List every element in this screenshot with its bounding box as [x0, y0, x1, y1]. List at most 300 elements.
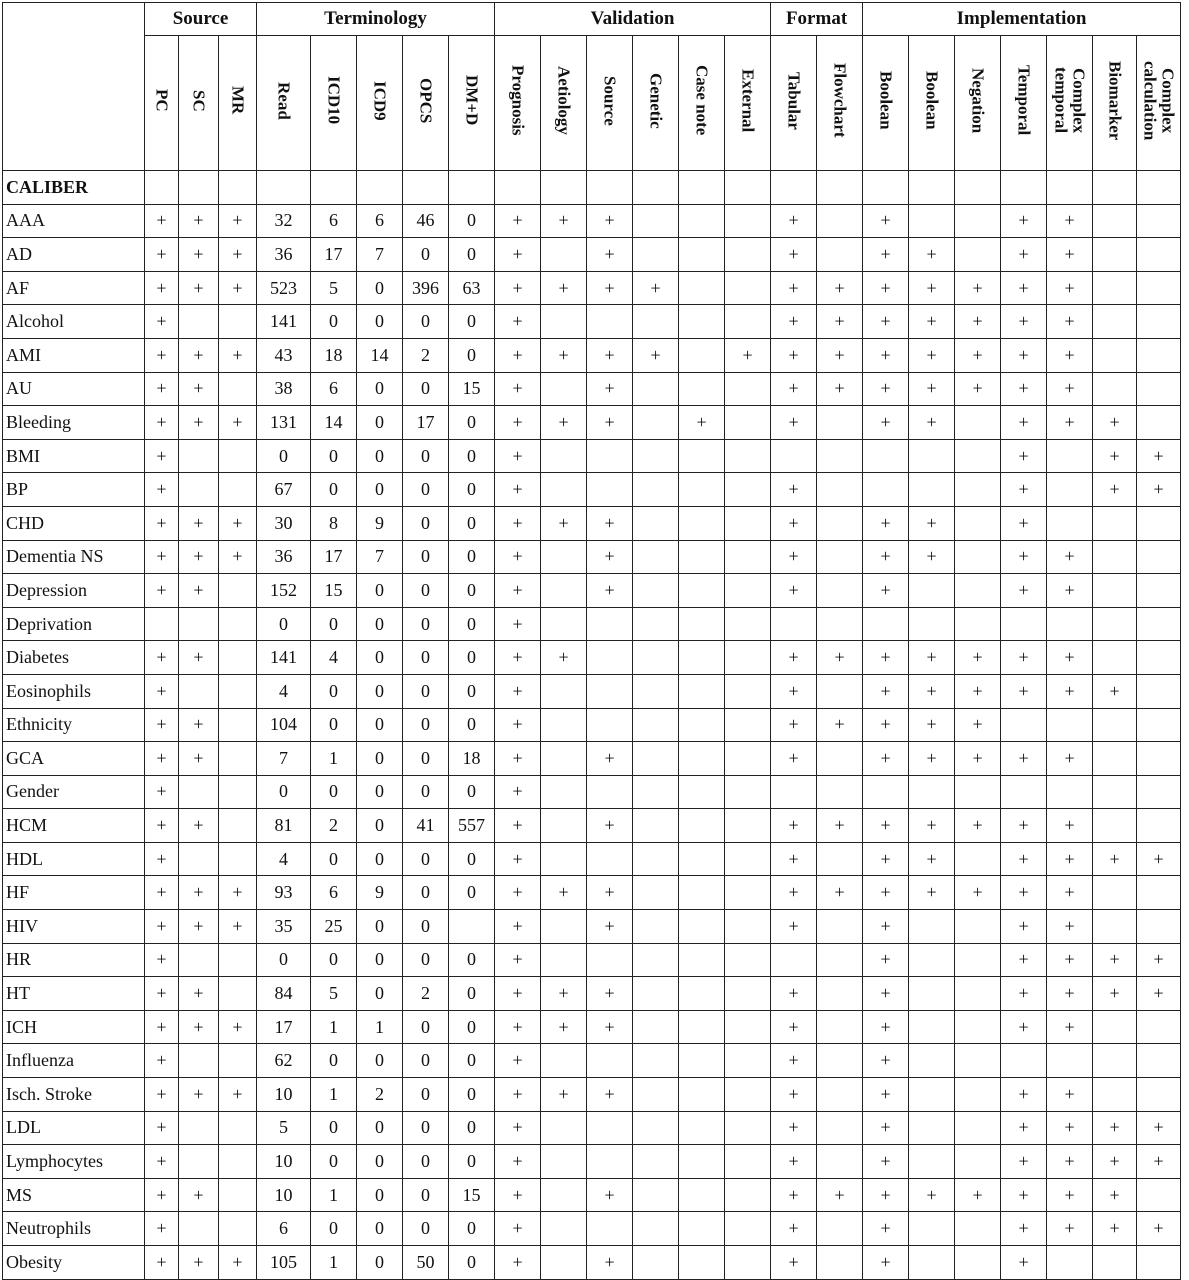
table-cell — [817, 473, 863, 507]
table-cell — [179, 674, 219, 708]
table-cell: + — [1001, 406, 1047, 440]
table-cell: + — [771, 910, 817, 944]
table-cell: + — [1001, 674, 1047, 708]
table-cell: + — [219, 338, 257, 372]
table-row — [3, 708, 1181, 742]
column-header-pc — [145, 36, 179, 171]
table-cell — [1137, 641, 1181, 675]
table-cell: + — [909, 708, 955, 742]
table-cell: + — [587, 910, 633, 944]
table-cell — [725, 977, 771, 1011]
table-cell: 0 — [403, 1178, 449, 1212]
column-header-label: DM+D — [462, 75, 482, 126]
column-header-label: ICD9 — [370, 80, 390, 121]
table-row — [3, 910, 1181, 944]
table-cell — [863, 607, 909, 641]
table-cell: + — [179, 574, 219, 608]
table-cell: 84 — [257, 977, 311, 1011]
table-cell: 15 — [449, 372, 495, 406]
table-cell: + — [587, 876, 633, 910]
table-cell: 1 — [311, 1246, 357, 1280]
table-cell — [817, 1078, 863, 1112]
table-cell: 0 — [357, 842, 403, 876]
row-name: Eosinophils — [3, 674, 145, 708]
table-cell: 0 — [357, 1111, 403, 1145]
empty-cell — [311, 171, 357, 205]
table-cell — [909, 1078, 955, 1112]
table-cell: 7 — [257, 742, 311, 776]
table-cell: + — [219, 204, 257, 238]
table-cell: 0 — [403, 372, 449, 406]
table-cell — [541, 1212, 587, 1246]
table-cell: + — [817, 1178, 863, 1212]
table-cell: 0 — [357, 809, 403, 843]
table-cell — [955, 238, 1001, 272]
table-cell: + — [771, 204, 817, 238]
table-cell: 0 — [311, 943, 357, 977]
table-cell: + — [1137, 977, 1181, 1011]
table-cell — [541, 305, 587, 339]
table-cell: 9 — [357, 506, 403, 540]
table-cell: 62 — [257, 1044, 311, 1078]
table-cell: + — [145, 540, 179, 574]
table-cell: 0 — [311, 1145, 357, 1179]
table-cell: + — [1001, 1078, 1047, 1112]
table-cell — [1047, 607, 1093, 641]
table-row — [3, 775, 1181, 809]
table-cell — [219, 943, 257, 977]
table-cell: 0 — [449, 1044, 495, 1078]
table-cell: + — [863, 977, 909, 1011]
table-cell — [679, 842, 725, 876]
table-cell: + — [771, 641, 817, 675]
table-cell: + — [1137, 943, 1181, 977]
column-header-label: Read — [274, 81, 294, 120]
table-cell — [541, 439, 587, 473]
table-cell — [725, 775, 771, 809]
table-cell — [909, 910, 955, 944]
table-cell: + — [587, 372, 633, 406]
table-cell: 0 — [403, 641, 449, 675]
table-cell — [1137, 1178, 1181, 1212]
table-cell: + — [1001, 910, 1047, 944]
table-cell: 0 — [449, 238, 495, 272]
table-cell: + — [541, 876, 587, 910]
table-cell: + — [909, 540, 955, 574]
table-cell: + — [771, 1145, 817, 1179]
table-cell — [679, 1010, 725, 1044]
table-cell — [1093, 238, 1137, 272]
table-row — [3, 574, 1181, 608]
table-cell — [1137, 338, 1181, 372]
table-cell — [541, 1044, 587, 1078]
table-cell: 104 — [257, 708, 311, 742]
table-cell — [909, 1044, 955, 1078]
table-cell — [955, 1078, 1001, 1112]
column-header-label: Prognosis — [508, 65, 528, 136]
table-cell: 0 — [449, 842, 495, 876]
table-cell — [817, 540, 863, 574]
table-cell — [219, 473, 257, 507]
table-cell: + — [145, 876, 179, 910]
table-cell: 4 — [257, 842, 311, 876]
row-name: ICH — [3, 1010, 145, 1044]
table-cell: + — [771, 977, 817, 1011]
row-name: BMI — [3, 439, 145, 473]
table-cell — [725, 943, 771, 977]
table-cell: + — [1001, 1178, 1047, 1212]
table-cell: + — [587, 406, 633, 440]
table-cell — [725, 842, 771, 876]
table-cell — [541, 540, 587, 574]
table-cell: + — [863, 809, 909, 843]
table-cell — [817, 506, 863, 540]
table-cell: + — [495, 775, 541, 809]
table-cell: + — [145, 1111, 179, 1145]
table-cell: 8 — [311, 506, 357, 540]
column-header-tabular — [771, 36, 817, 171]
table-cell: + — [771, 506, 817, 540]
table-cell: 0 — [403, 540, 449, 574]
table-cell: + — [1001, 540, 1047, 574]
column-header-label: calculation — [1140, 60, 1160, 141]
table-cell: 0 — [357, 1246, 403, 1280]
table-cell — [679, 742, 725, 776]
table-cell: + — [863, 742, 909, 776]
table-cell: 6 — [311, 372, 357, 406]
table-cell: + — [771, 540, 817, 574]
table-cell: + — [863, 1145, 909, 1179]
column-header-label: PC — [152, 89, 172, 112]
table-cell: + — [495, 1246, 541, 1280]
table-cell — [909, 977, 955, 1011]
table-cell: + — [1093, 674, 1137, 708]
table-cell: + — [541, 977, 587, 1011]
column-header-temporal — [1001, 36, 1047, 171]
table-cell — [909, 943, 955, 977]
table-cell — [219, 708, 257, 742]
table-cell: + — [771, 876, 817, 910]
table-cell: + — [219, 910, 257, 944]
group-header-terminology: Terminology — [257, 3, 495, 36]
table-cell: + — [863, 876, 909, 910]
table-cell — [1137, 809, 1181, 843]
column-header-label: External — [738, 68, 758, 133]
table-cell: + — [1047, 977, 1093, 1011]
table-cell: 0 — [403, 1078, 449, 1112]
table-cell — [817, 775, 863, 809]
table-cell: 5 — [257, 1111, 311, 1145]
table-cell: 0 — [449, 1078, 495, 1112]
table-cell — [679, 943, 725, 977]
table-cell — [1093, 305, 1137, 339]
table-cell — [909, 1111, 955, 1145]
empty-cell — [955, 171, 1001, 205]
table-cell: + — [1001, 1111, 1047, 1145]
table-cell — [633, 977, 679, 1011]
table-cell — [909, 775, 955, 809]
table-cell — [817, 742, 863, 776]
table-cell — [955, 540, 1001, 574]
table-cell: 0 — [403, 1111, 449, 1145]
table-cell: + — [1001, 742, 1047, 776]
table-cell: 0 — [311, 1212, 357, 1246]
table-cell — [909, 1246, 955, 1280]
table-cell — [1047, 1044, 1093, 1078]
empty-cell — [771, 171, 817, 205]
table-cell: 0 — [403, 943, 449, 977]
table-cell: + — [771, 1111, 817, 1145]
empty-cell — [495, 171, 541, 205]
table-row — [3, 1246, 1181, 1280]
table-cell — [817, 439, 863, 473]
table-cell — [863, 775, 909, 809]
table-cell: + — [495, 1212, 541, 1246]
table-cell: 14 — [357, 338, 403, 372]
column-header-label: Boolean — [922, 71, 942, 130]
table-cell: + — [145, 406, 179, 440]
table-cell: + — [145, 305, 179, 339]
column-header-label: MR — [228, 86, 248, 115]
table-cell: 2 — [311, 809, 357, 843]
table-cell: + — [1047, 1078, 1093, 1112]
table-cell — [179, 943, 219, 977]
table-cell: + — [909, 271, 955, 305]
table-cell: 0 — [357, 910, 403, 944]
table-cell — [1137, 574, 1181, 608]
table-cell: 0 — [357, 1212, 403, 1246]
table-cell — [633, 1111, 679, 1145]
table-cell — [179, 439, 219, 473]
table-cell — [1137, 708, 1181, 742]
table-cell: + — [909, 742, 955, 776]
table-cell — [679, 910, 725, 944]
empty-cell — [357, 171, 403, 205]
table-row — [3, 305, 1181, 339]
column-header-external — [725, 36, 771, 171]
table-cell: + — [771, 372, 817, 406]
table-cell — [679, 506, 725, 540]
row-name: CHD — [3, 506, 145, 540]
table-cell: 396 — [403, 271, 449, 305]
table-cell — [725, 1212, 771, 1246]
table-cell — [725, 1044, 771, 1078]
table-cell — [1093, 641, 1137, 675]
table-cell — [179, 1145, 219, 1179]
table-cell: + — [587, 338, 633, 372]
table-cell: 0 — [449, 876, 495, 910]
table-row — [3, 1044, 1181, 1078]
table-cell: + — [863, 943, 909, 977]
table-cell — [633, 1246, 679, 1280]
table-cell — [679, 372, 725, 406]
column-header-label: OPCS — [416, 77, 436, 124]
table-cell: + — [1001, 943, 1047, 977]
table-cell: + — [771, 842, 817, 876]
table-cell: + — [1093, 1212, 1137, 1246]
table-cell — [679, 1212, 725, 1246]
table-row — [3, 809, 1181, 843]
table-cell: 38 — [257, 372, 311, 406]
row-name: Obesity — [3, 1246, 145, 1280]
table-cell — [771, 607, 817, 641]
table-cell: + — [1047, 305, 1093, 339]
table-cell: + — [495, 1044, 541, 1078]
row-name: Diabetes — [3, 641, 145, 675]
table-cell — [817, 406, 863, 440]
table-cell: 32 — [257, 204, 311, 238]
table-cell: + — [1001, 473, 1047, 507]
table-row — [3, 506, 1181, 540]
table-cell: + — [1001, 641, 1047, 675]
column-header-label: Genetic — [646, 72, 666, 129]
table-cell: 7 — [357, 238, 403, 272]
group-header-source: Source — [145, 3, 257, 36]
table-cell: 0 — [403, 238, 449, 272]
table-cell — [219, 1178, 257, 1212]
corner-header — [3, 3, 145, 171]
table-cell: 0 — [449, 1111, 495, 1145]
table-cell: + — [219, 540, 257, 574]
table-cell: + — [495, 1078, 541, 1112]
column-header-complex-temporal — [1047, 36, 1093, 171]
table-cell: + — [863, 204, 909, 238]
table-cell: + — [771, 1078, 817, 1112]
table-cell — [219, 977, 257, 1011]
table-cell: + — [495, 305, 541, 339]
table-cell — [541, 742, 587, 776]
table-cell — [1093, 271, 1137, 305]
column-header-complex-calculation — [1137, 36, 1181, 171]
table-cell — [679, 439, 725, 473]
table-cell: 0 — [357, 574, 403, 608]
table-cell — [1137, 1010, 1181, 1044]
table-cell: + — [863, 641, 909, 675]
column-header-label: Case note — [692, 65, 712, 136]
table-cell — [955, 1010, 1001, 1044]
table-cell: 0 — [311, 674, 357, 708]
row-name: Gender — [3, 775, 145, 809]
table-cell: 0 — [257, 439, 311, 473]
table-cell: 0 — [403, 708, 449, 742]
table-cell: 0 — [311, 473, 357, 507]
table-cell: + — [145, 204, 179, 238]
table-cell: 152 — [257, 574, 311, 608]
table-cell — [633, 1145, 679, 1179]
table-cell — [817, 574, 863, 608]
table-cell: + — [145, 943, 179, 977]
table-cell: + — [955, 742, 1001, 776]
table-cell: + — [863, 1044, 909, 1078]
table-cell: + — [495, 1010, 541, 1044]
column-header-flowchart — [817, 36, 863, 171]
table-cell — [1093, 1246, 1137, 1280]
table-cell — [725, 809, 771, 843]
table-cell — [679, 338, 725, 372]
table-cell: + — [771, 1010, 817, 1044]
table-cell: 1 — [357, 1010, 403, 1044]
table-cell — [587, 1212, 633, 1246]
table-cell — [541, 1145, 587, 1179]
table-cell: + — [771, 574, 817, 608]
column-header-label: Complex — [1069, 67, 1089, 134]
table-cell: 0 — [403, 305, 449, 339]
empty-cell — [909, 171, 955, 205]
table-cell: + — [1047, 1111, 1093, 1145]
column-header-label: Biomarker — [1105, 60, 1125, 141]
table-cell: + — [909, 674, 955, 708]
table-cell: + — [145, 977, 179, 1011]
table-cell: + — [179, 910, 219, 944]
empty-cell — [1093, 171, 1137, 205]
table-cell — [145, 607, 179, 641]
table-cell: + — [1047, 406, 1093, 440]
table-cell: 10 — [257, 1178, 311, 1212]
table-cell: + — [1137, 1145, 1181, 1179]
table-cell: + — [179, 708, 219, 742]
table-cell — [817, 204, 863, 238]
table-cell — [955, 607, 1001, 641]
table-cell — [587, 708, 633, 742]
table-cell — [1047, 708, 1093, 742]
table-cell: + — [955, 372, 1001, 406]
table-cell: 1 — [311, 742, 357, 776]
column-header-genetic — [633, 36, 679, 171]
table-cell — [679, 876, 725, 910]
table-cell: 0 — [311, 1111, 357, 1145]
table-cell: + — [541, 1078, 587, 1112]
table-cell: + — [863, 1078, 909, 1112]
table-cell — [633, 809, 679, 843]
table-cell: + — [863, 271, 909, 305]
table-cell — [1137, 742, 1181, 776]
table-cell: + — [771, 238, 817, 272]
table-cell: + — [541, 641, 587, 675]
table-cell: + — [179, 742, 219, 776]
table-cell — [679, 540, 725, 574]
column-header-prognosis — [495, 36, 541, 171]
table-row — [3, 943, 1181, 977]
table-cell: 0 — [311, 775, 357, 809]
table-cell: + — [495, 674, 541, 708]
table-cell — [725, 473, 771, 507]
column-header-aetiology — [541, 36, 587, 171]
table-cell: 50 — [403, 1246, 449, 1280]
table-cell — [817, 943, 863, 977]
table-cell: 6 — [311, 876, 357, 910]
table-cell: 35 — [257, 910, 311, 944]
table-cell — [725, 540, 771, 574]
table-cell — [955, 943, 1001, 977]
empty-cell — [257, 171, 311, 205]
table-cell: 5 — [311, 977, 357, 1011]
table-cell: + — [541, 204, 587, 238]
table-cell: + — [179, 204, 219, 238]
table-cell: + — [495, 238, 541, 272]
table-cell — [219, 439, 257, 473]
table-cell — [219, 742, 257, 776]
table-row — [3, 876, 1181, 910]
table-cell — [633, 406, 679, 440]
table-cell: + — [587, 540, 633, 574]
column-header-label: temporal — [1051, 67, 1071, 134]
row-name: AU — [3, 372, 145, 406]
table-cell — [587, 842, 633, 876]
table-cell: 0 — [449, 506, 495, 540]
table-cell: + — [1001, 977, 1047, 1011]
table-cell: + — [145, 1044, 179, 1078]
table-cell — [909, 1010, 955, 1044]
